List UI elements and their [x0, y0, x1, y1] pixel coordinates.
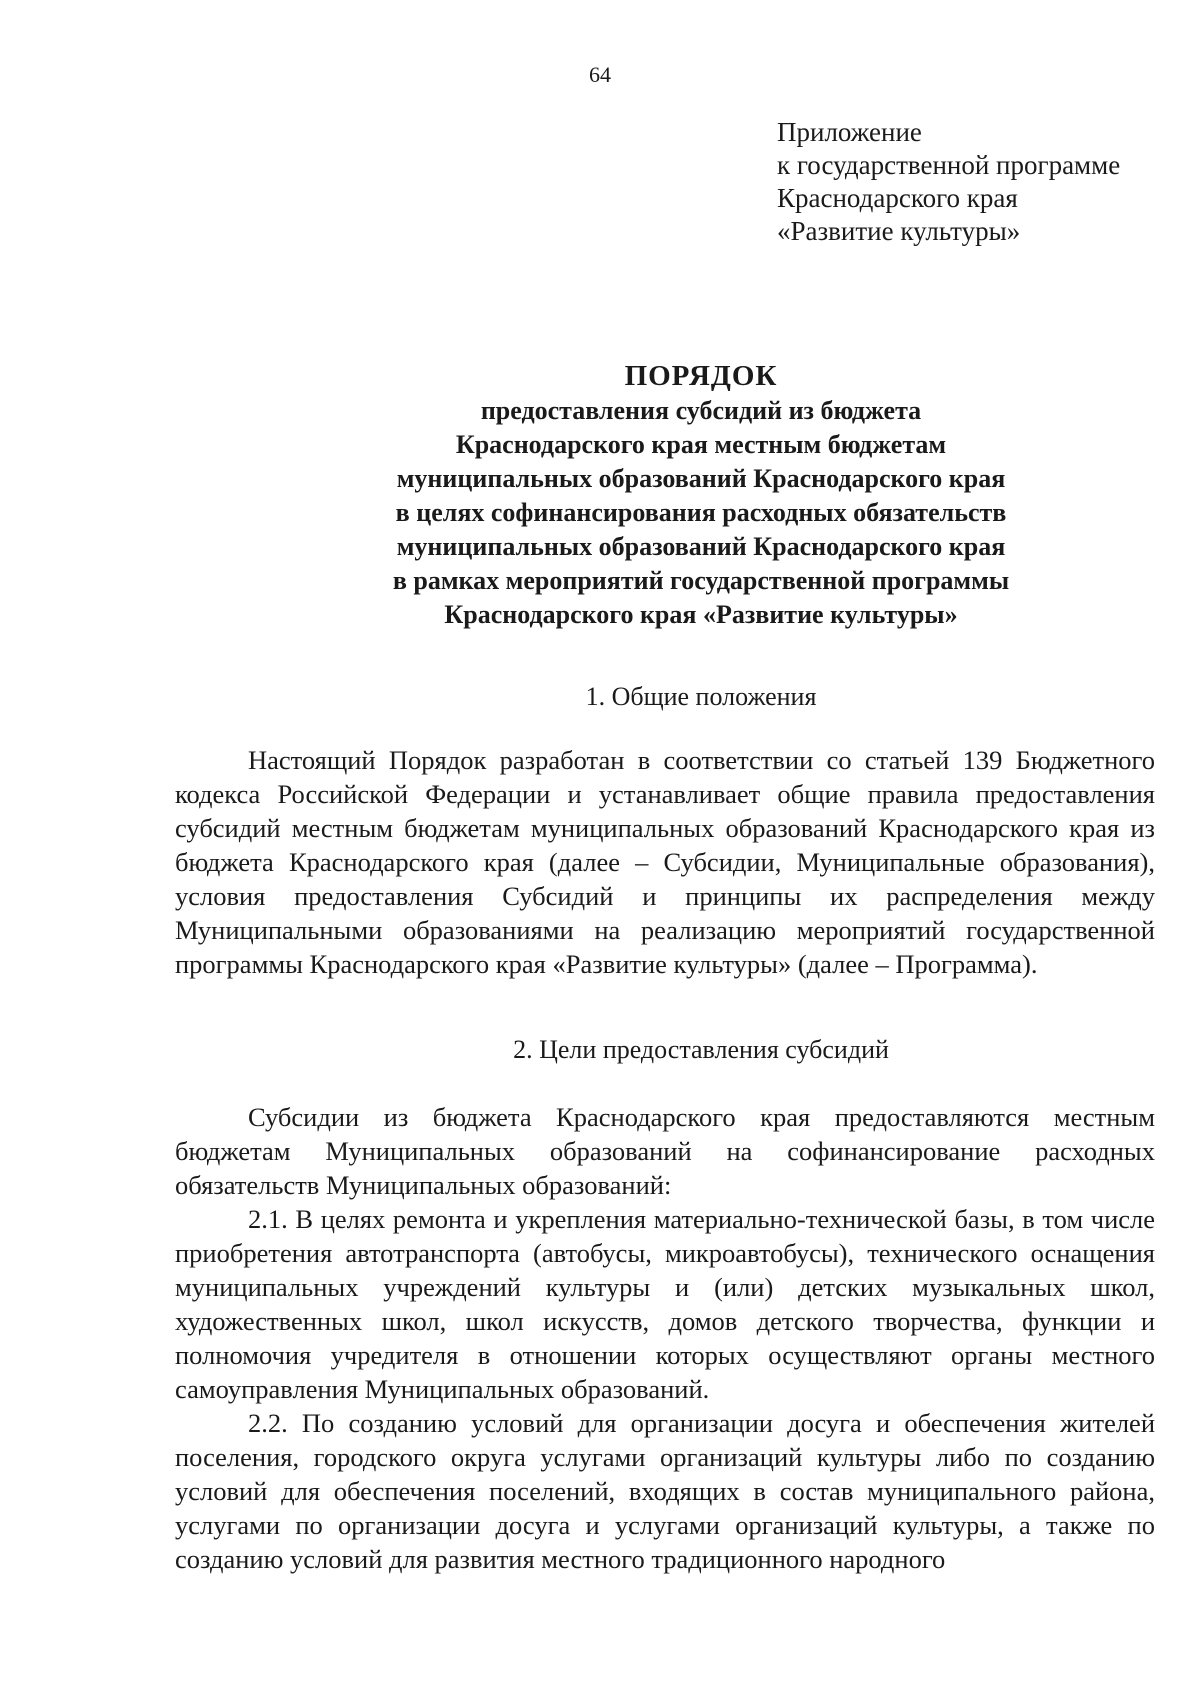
appendix-line: Краснодарского края [777, 183, 1018, 213]
title-line: Краснодарского края «Развитие культуры» [444, 600, 958, 629]
section-heading-goals: 2. Цели предоставления субсидий [513, 1035, 889, 1064]
section-body-goals [175, 1100, 1155, 1576]
appendix-line: Приложение [777, 117, 922, 147]
paragraph: 2.2. По созданию условий для организации досуга и обеспечения жителей поселения, городского округа услугами организаций культуры либо по созданию условий для обеспечения поселений, входящих в состав муниципального района, услугами по организации досуга и услугами организаций культуры, а также по созданию условий для развития местного традиционного народного [175, 1408, 1155, 1574]
title-main: ПОРЯДОК [624, 360, 778, 392]
title-line: предоставления субсидий из бюджета [480, 396, 922, 425]
title-line: в рамках мероприятий государственной программы [392, 566, 1010, 595]
title-line: в целях софинансирования расходных обязательств [395, 498, 1007, 527]
page-number: 64 [589, 62, 611, 87]
title-line: Краснодарского края местным бюджетам [455, 430, 947, 459]
section-heading-general: 1. Общие положения [585, 682, 817, 711]
paragraph: Субсидии из бюджета Краснодарского края предоставляются местным бюджетам Муниципальных образований на софинансирование расходных обязательств Муниципальных образований: [175, 1102, 1155, 1200]
title-line: муниципальных образований Краснодарского края [396, 464, 1006, 493]
appendix-line: «Развитие культуры» [777, 216, 1021, 246]
title-line: муниципальных образований Краснодарского края [396, 532, 1006, 561]
appendix-line: к государственной программе [777, 150, 1121, 180]
appendix-note [777, 116, 1120, 248]
document-title [175, 358, 1200, 632]
paragraph: 2.1. В целях ремонта и укрепления материально-технической базы, в том числе приобретения автотранспорта (автобусы, микроавтобусы), технического оснащения муниципальных учреждений культуры и (или) детских музыкальных школ, художественных школ, школ искусств, домов детского творчества, функции и полномочия учредителя в отношении которых осуществляют органы местного самоуправления Муниципальных образований. [175, 1204, 1155, 1404]
paragraph: Настоящий Порядок разработан в соответствии со статьей 139 Бюджетного кодекса Российской Федерации и устанавливает общие правила предоставления субсидий местным бюджетам муниципальных образований Краснодарского края из бюджета Краснодарского края (далее – Субсидии, Муниципальные образования), условия предоставления Субсидий и принципы их распределения между Муниципальными образованиями на реализацию мероприятий государственной программы Краснодарского края «Развитие культуры» (далее – Программа). [175, 745, 1155, 979]
section-body-general [175, 743, 1155, 981]
